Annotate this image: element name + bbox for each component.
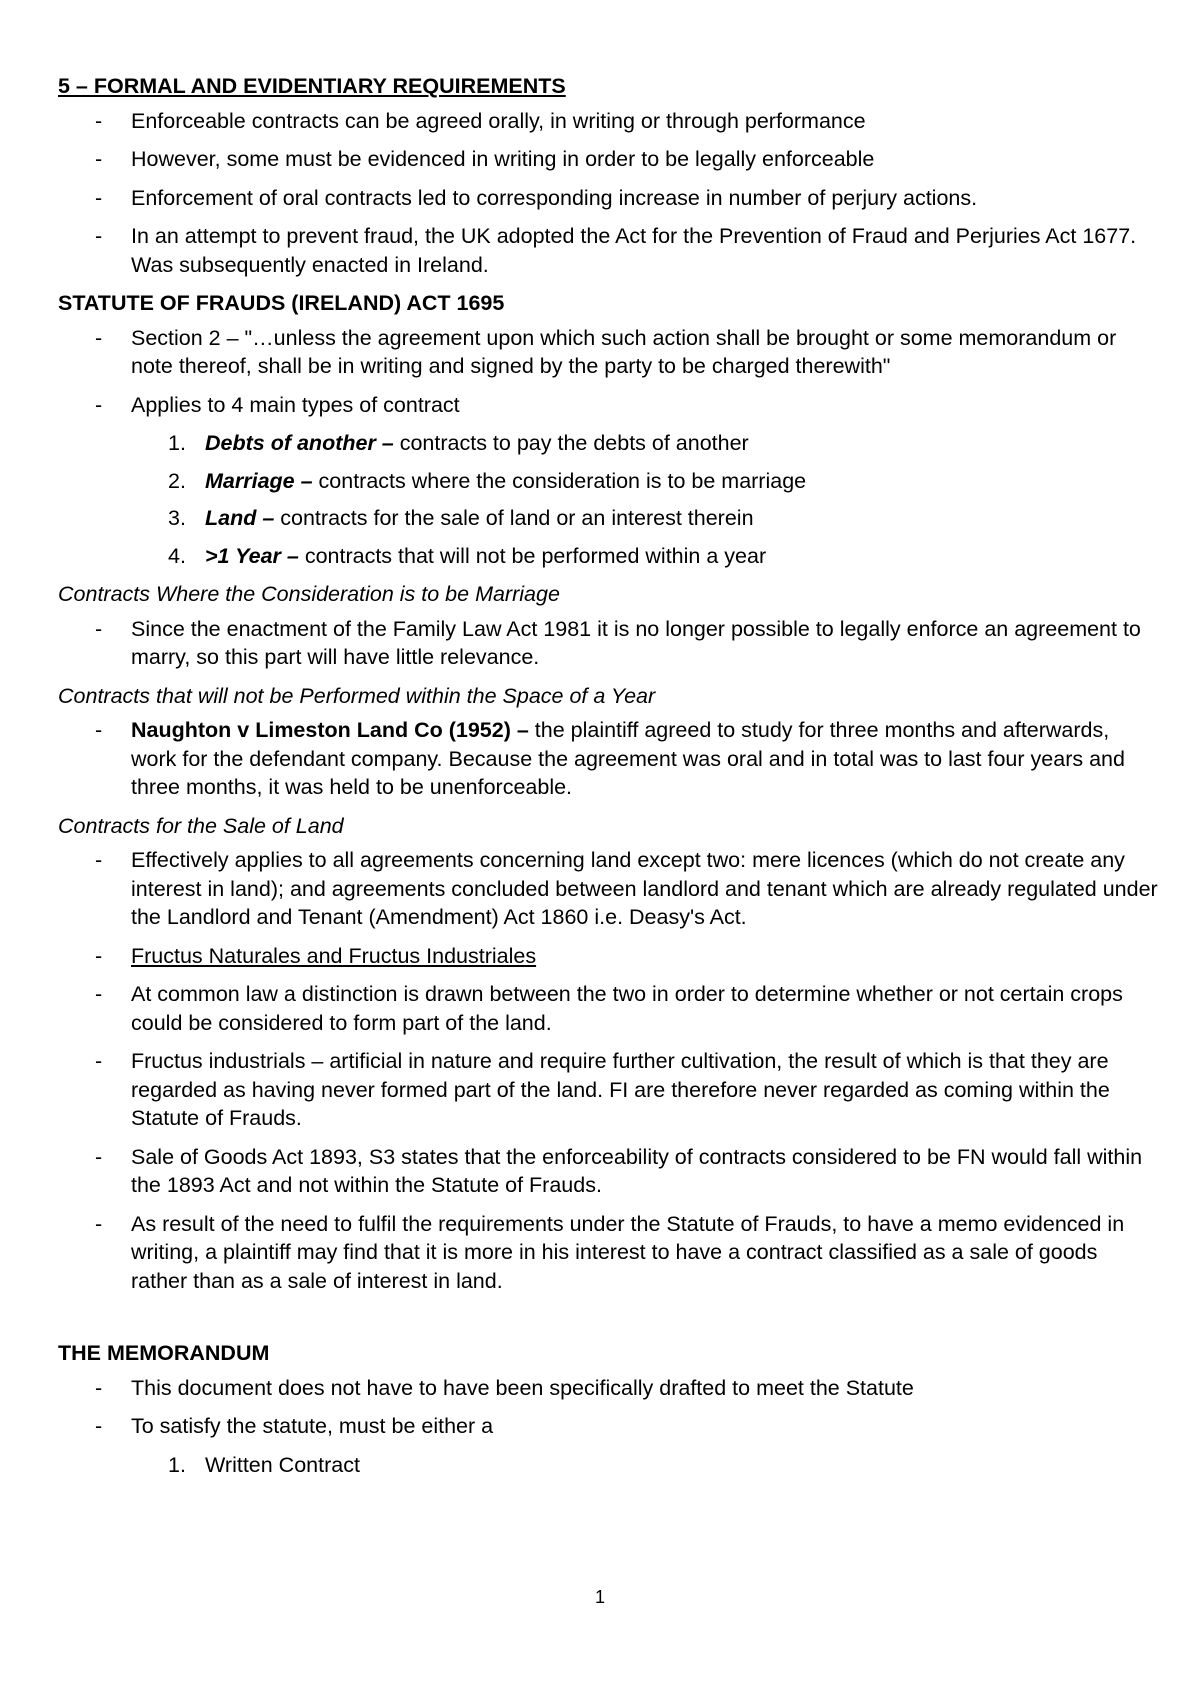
list-item: - Effectively applies to all agreements concerning land except two: mere licences (which do not create any interest in land); and agreements concluded between landlord and tenant which are already regulated under the Landlord and Tenant (Amendment) Act 1860 i.e. Deasy's Act. xyxy=(58,846,1158,932)
item-number: 2. xyxy=(168,468,186,493)
case-name: Naughton v Limeston Land Co (1952) – xyxy=(131,718,529,742)
memorandum-heading: THE MEMORANDUM xyxy=(58,1341,270,1365)
item-number: 1. xyxy=(168,431,186,455)
list-item: - Applies to 4 main types of contract xyxy=(58,391,1158,420)
section-heading: 5 – FORMAL AND EVIDENTIARY REQUIREMENTS xyxy=(58,74,566,98)
contract-type-item xyxy=(58,429,1158,458)
memo-numbered-item xyxy=(58,1451,1158,1480)
list-item: - Enforcement of oral contracts led to corresponding increase in number of perjury actions. xyxy=(58,184,1158,213)
item-term: >1 Year – xyxy=(205,543,299,568)
intro-list xyxy=(58,107,1158,280)
land-list xyxy=(58,846,1158,1295)
item-term: Marriage – xyxy=(205,468,313,493)
contract-type-item xyxy=(58,542,1158,571)
item-desc: contracts to pay the debts of another xyxy=(393,431,749,455)
list-item: - In an attempt to prevent fraud, the UK adopted the Act for the Prevention of Fraud and Perjuries Act 1677. Was subsequently enacted in Ireland. xyxy=(58,222,1158,279)
item-text: Written Contract xyxy=(205,1452,360,1477)
marriage-list xyxy=(58,615,1158,672)
contract-type-item xyxy=(58,504,1158,533)
list-item: - This document does not have to have been specifically drafted to meet the Statute xyxy=(58,1374,1158,1403)
memo-numbered-list xyxy=(58,1451,1158,1480)
list-item: - Sale of Goods Act 1893, S3 states that the enforceability of contracts considered to be FN would fall within the 1893 Act and not within the Statute of Frauds. xyxy=(58,1143,1158,1200)
item-number: 3. xyxy=(168,506,186,530)
item-number: 1. xyxy=(168,1452,186,1477)
year-subheading: Contracts that will not be Performed within the Space of a Year xyxy=(58,683,656,708)
page-number: 1 xyxy=(594,1587,605,1607)
item-term: Land – xyxy=(205,506,275,530)
list-item: - However, some must be evidenced in writing in order to be legally enforceable xyxy=(58,145,1158,174)
list-item: - At common law a distinction is drawn between the two in order to determine whether or not certain crops could be considered to form part of the land. xyxy=(58,980,1158,1037)
statute-list xyxy=(58,324,1158,420)
item-number: 4. xyxy=(168,543,186,568)
list-item xyxy=(58,942,1158,971)
fructus-subtitle: Fructus Naturales and Fructus Industriales xyxy=(131,943,537,968)
case-text: the plaintiff agreed to study for three months and afterwards, work for the defendant company. Because the agreement was oral and in total was to last four years and three months, it was held to be unenforceable. xyxy=(131,718,1125,799)
document-body xyxy=(58,72,1158,1489)
list-item: - Since the enactment of the Family Law Act 1981 it is no longer possible to legally enforce an agreement to marry, so this part will have little relevance. xyxy=(58,615,1158,672)
item-desc: contracts for the sale of land or an interest therein xyxy=(274,506,754,530)
list-item: - To satisfy the statute, must be either a xyxy=(58,1412,1158,1441)
statute-heading: STATUTE OF FRAUDS (IRELAND) ACT 1695 xyxy=(58,291,505,315)
list-item xyxy=(58,716,1158,802)
contract-types-list xyxy=(58,429,1158,570)
contract-type-item xyxy=(58,467,1158,496)
year-list xyxy=(58,716,1158,802)
item-term: Debts of another – xyxy=(205,431,394,455)
marriage-subheading: Contracts Where the Consideration is to be Marriage xyxy=(58,582,560,606)
list-item: - Fructus industrials – artificial in nature and require further cultivation, the result of which is that they are regarded as having never formed part of the land. FI are therefore never regarded as coming within the Statute of Frauds. xyxy=(58,1047,1158,1133)
list-item: - Enforceable contracts can be agreed orally, in writing or through performance xyxy=(58,107,1158,136)
memo-list xyxy=(58,1374,1158,1441)
item-desc: contracts that will not be performed within a year xyxy=(298,543,767,568)
land-subheading: Contracts for the Sale of Land xyxy=(58,813,344,838)
item-desc: contracts where the consideration is to be marriage xyxy=(312,468,807,493)
list-item: - Section 2 – "…unless the agreement upon which such action shall be brought or some memorandum or note thereof, shall be in writing and signed by the party to be charged therewith" xyxy=(58,324,1158,381)
list-item: - As result of the need to fulfil the requirements under the Statute of Frauds, to have a memo evidenced in writing, a plaintiff may find that it is more in his interest to have a contract classified as a sale of goods rather than as a sale of interest in land. xyxy=(58,1210,1158,1296)
